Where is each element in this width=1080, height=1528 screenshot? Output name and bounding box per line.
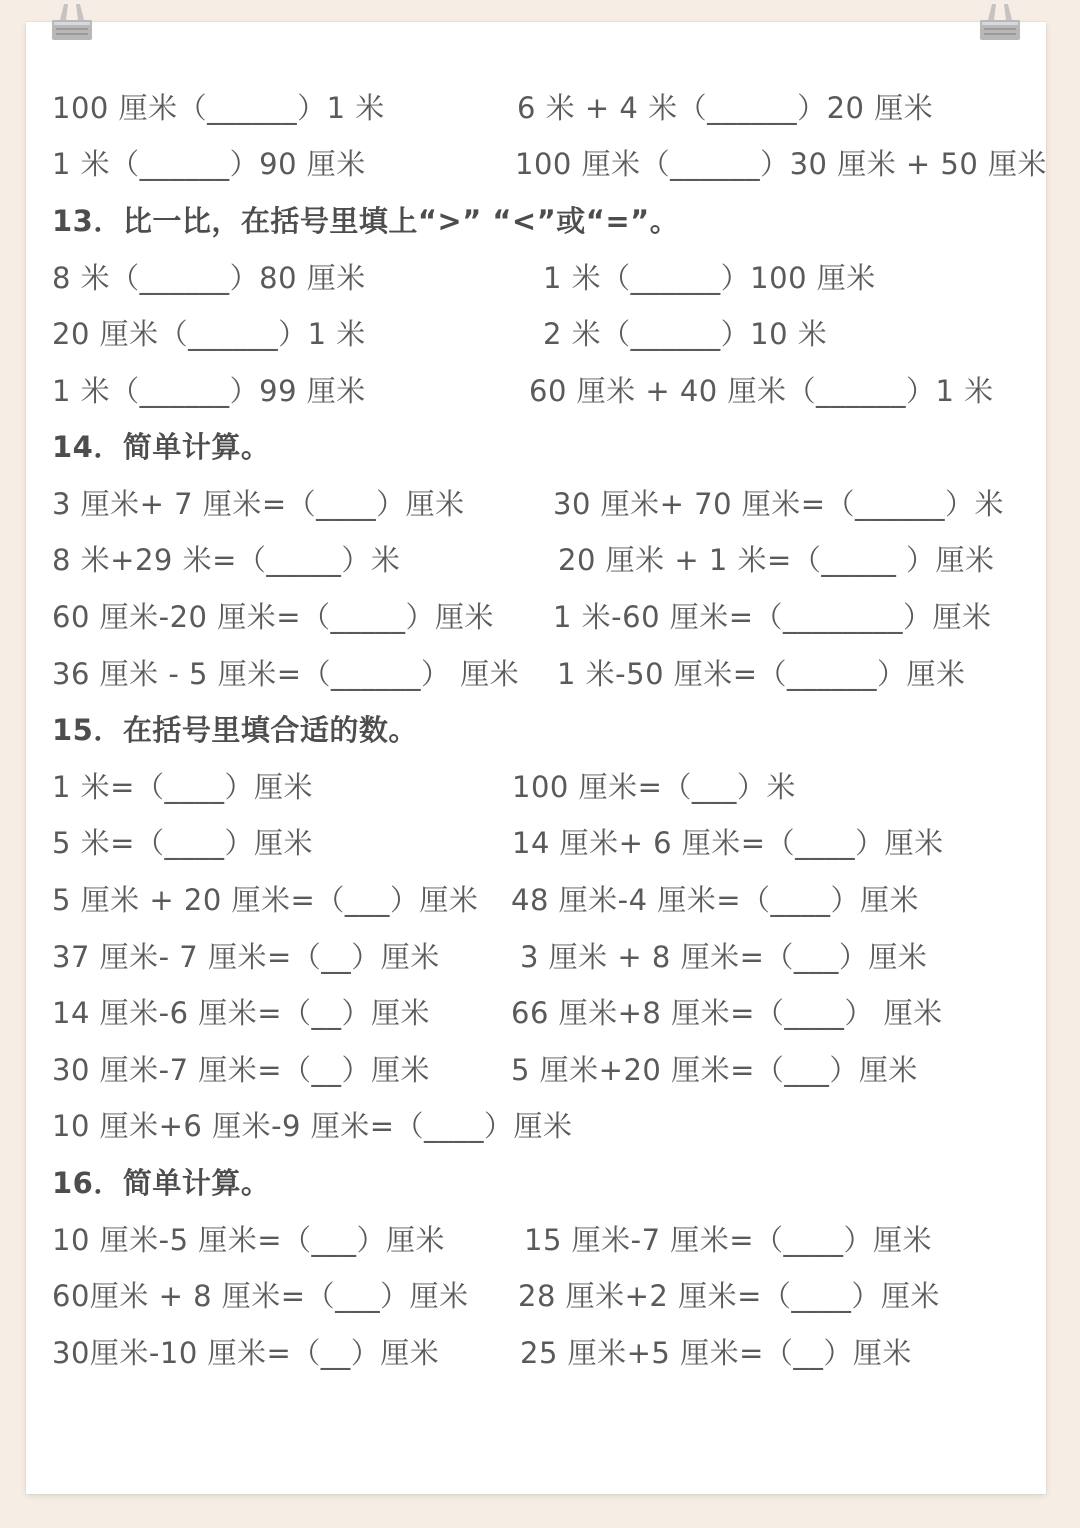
problem-item: 5 厘米 + 20 厘米=（___）厘米 (52, 883, 479, 917)
problem-item: 1 米（______）99 厘米 (52, 374, 366, 408)
problem-item: 100 厘米=（___）米 (512, 770, 796, 804)
question-16-title: 16．简单计算。 (52, 1166, 271, 1200)
problem-item: 14 厘米+ 6 厘米=（____）厘米 (512, 826, 944, 860)
binder-clip-icon (50, 2, 94, 42)
problem-item: 5 米=（____）厘米 (52, 826, 313, 860)
problem-item: 3 厘米 + 8 厘米=（___）厘米 (520, 940, 928, 974)
problem-item: 60厘米 + 8 厘米=（___）厘米 (52, 1279, 469, 1313)
problem-item: 5 厘米+20 厘米=（___）厘米 (511, 1053, 918, 1087)
problem-item: 48 厘米-4 厘米=（____）厘米 (511, 883, 920, 917)
question-15-title: 15．在括号里填合适的数。 (52, 713, 418, 747)
problem-item: 25 厘米+5 厘米=（__）厘米 (520, 1336, 912, 1370)
problem-item: 37 厘米- 7 厘米=（__）厘米 (52, 940, 440, 974)
problem-item: 1 米=（____）厘米 (52, 770, 313, 804)
problem-item: 10 厘米-5 厘米=（___）厘米 (52, 1223, 446, 1257)
problem-item: 10 厘米+6 厘米-9 厘米=（____）厘米 (52, 1109, 573, 1143)
problem-item: 28 厘米+2 厘米=（____）厘米 (518, 1279, 940, 1313)
worksheet-paper (26, 22, 1046, 1494)
problem-item: 2 米（______）10 米 (543, 317, 828, 351)
binder-clip-icon (978, 2, 1022, 42)
problem-item: 15 厘米-7 厘米=（____）厘米 (524, 1223, 933, 1257)
problem-item: 14 厘米-6 厘米=（__）厘米 (52, 996, 431, 1030)
problem-item: 100 厘米（______）30 厘米 + 50 厘米 (515, 147, 1048, 181)
problem-item: 60 厘米-20 厘米=（_____）厘米 (52, 600, 495, 634)
problem-item: 60 厘米 + 40 厘米（______）1 米 (529, 374, 994, 408)
problem-item: 66 厘米+8 厘米=（____） 厘米 (511, 996, 943, 1030)
problem-item: 6 米 + 4 米（______）20 厘米 (517, 91, 934, 125)
problem-item: 36 厘米 - 5 厘米=（______） 厘米 (52, 657, 520, 691)
problem-item: 1 米-50 厘米=（______）厘米 (557, 657, 966, 691)
problem-item: 1 米（______）100 厘米 (543, 261, 876, 295)
problem-item: 20 厘米（______）1 米 (52, 317, 366, 351)
problem-item: 20 厘米 + 1 米=（_____ ）厘米 (558, 543, 995, 577)
problem-item: 30 厘米+ 70 厘米=（______）米 (553, 487, 1005, 521)
problem-item: 8 米+29 米=（_____）米 (52, 543, 401, 577)
problem-item: 1 米（______）90 厘米 (52, 147, 366, 181)
problem-item: 30 厘米-7 厘米=（__）厘米 (52, 1053, 431, 1087)
question-13-title: 13．比一比，在括号里填上“>” “<”或“=”。 (52, 204, 680, 238)
problem-item: 100 厘米（______）1 米 (52, 91, 385, 125)
problem-item: 8 米（______）80 厘米 (52, 261, 366, 295)
problem-item: 3 厘米+ 7 厘米=（____）厘米 (52, 487, 465, 521)
question-14-title: 14．简单计算。 (52, 430, 271, 464)
problem-item: 1 米-60 厘米=（________）厘米 (553, 600, 992, 634)
problem-item: 30厘米-10 厘米=（__）厘米 (52, 1336, 440, 1370)
